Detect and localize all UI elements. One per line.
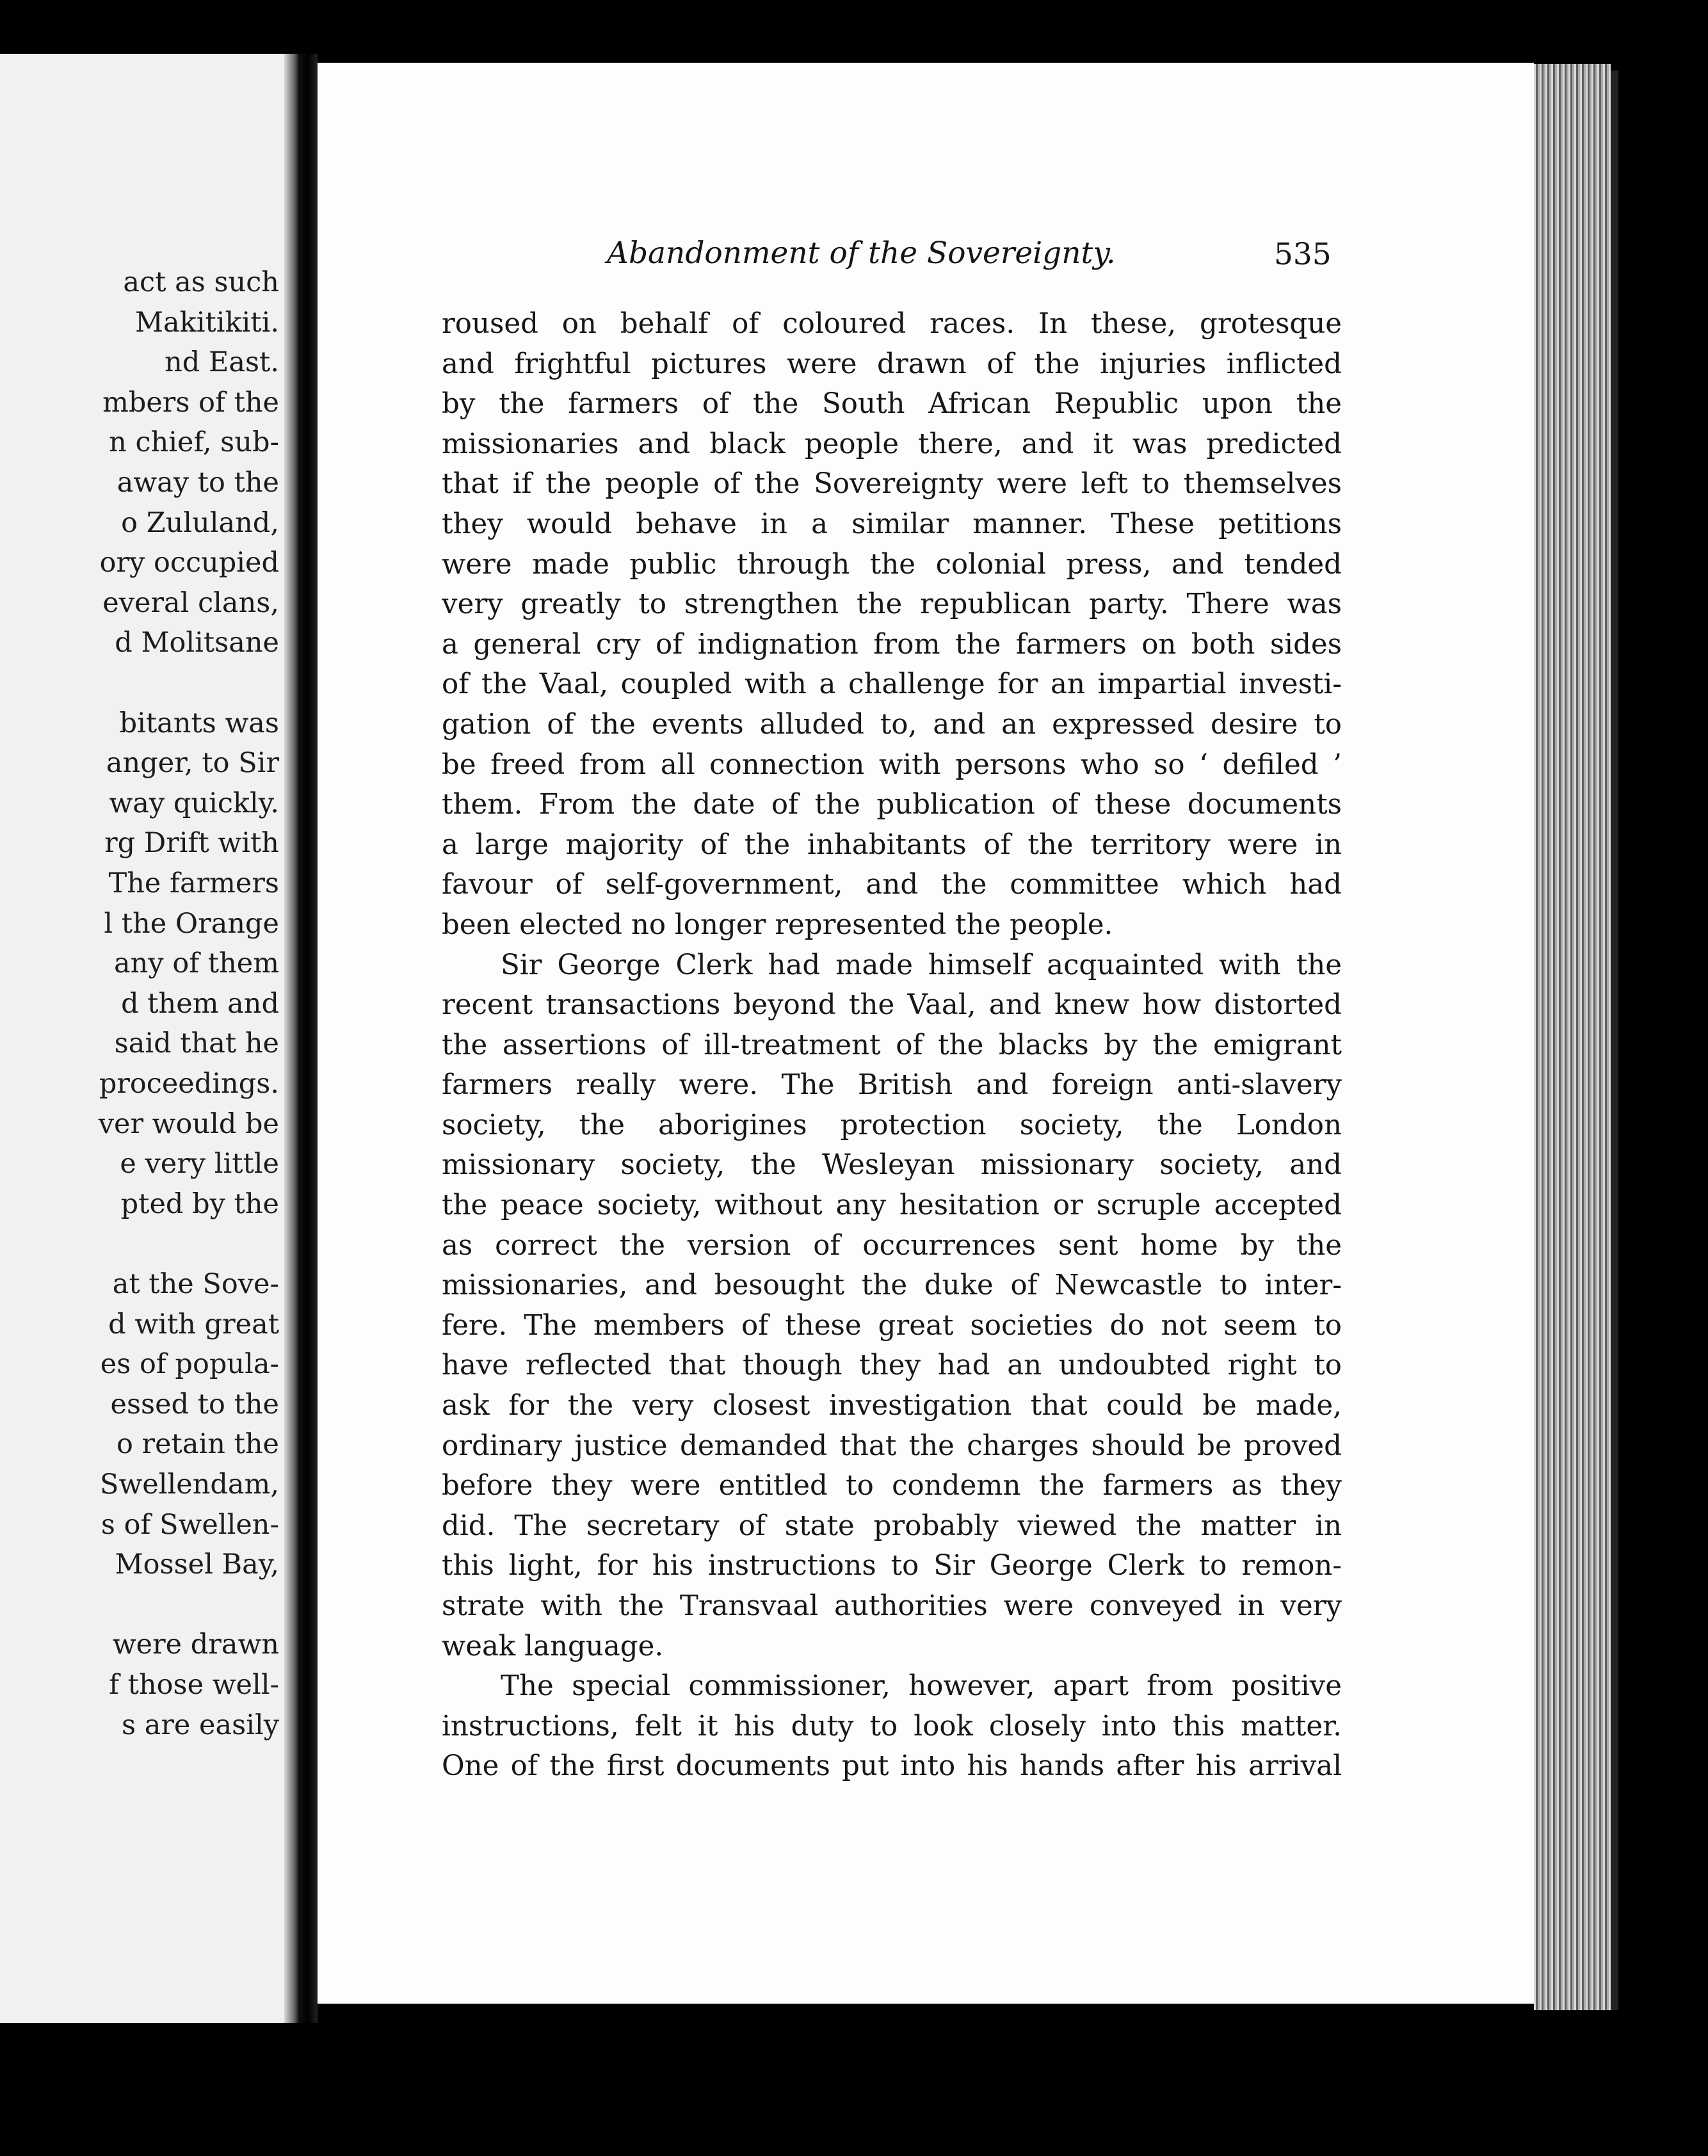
left-text-line: The farmers — [108, 867, 279, 899]
text-line: missionaries, and besought the duke of Newcastle to inter- — [442, 1269, 1342, 1302]
left-text-line: d with great — [108, 1308, 279, 1340]
text-line: by the farmers of the South African Republic upon the — [442, 388, 1342, 421]
left-text-line: f those well- — [109, 1669, 279, 1701]
text-line: society, the aborigines protection society, the London — [442, 1109, 1342, 1141]
text-line: roused on behalf of coloured races. In these, grotesque — [442, 308, 1342, 340]
text-line: very greatly to strengthen the republican party. There was — [442, 588, 1342, 621]
left-text-line: Makitikiti. — [134, 306, 279, 339]
left-text-line: o retain the — [116, 1428, 279, 1461]
left-text-line: bitants was — [119, 707, 279, 739]
text-line: they would behave in a similar manner. These petitions — [442, 508, 1342, 540]
left-text-line: any of them — [114, 947, 279, 980]
text-line: that if the people of the Sovereignty were left to themselves — [442, 468, 1342, 501]
previous-page-fragment — [0, 54, 298, 2023]
text-line: and frightful pictures were drawn of the injuries inflicted — [442, 348, 1342, 380]
text-line: The special commissioner, however, apart from positive — [501, 1670, 1342, 1703]
gutter-shadow — [284, 54, 298, 2023]
left-text-line: n chief, sub- — [109, 426, 279, 459]
text-line: missionary society, the Wesleyan missionary society, and — [442, 1149, 1342, 1182]
left-text-line: d Molitsane — [115, 627, 279, 659]
left-text-line: ory occupied — [99, 547, 279, 579]
left-text-line: Swellendam, — [100, 1468, 279, 1500]
left-text-line: everal clans, — [102, 586, 279, 619]
text-line: be freed from all connection with persons who so ‘ defiled ’ — [442, 748, 1342, 781]
text-line: this light, for his instructions to Sir George Clerk to remon- — [442, 1550, 1342, 1582]
left-text-line: Mossel Bay, — [115, 1549, 279, 1581]
left-text-line: o Zululand, — [121, 506, 279, 539]
text-line: ask for the very closest investigation that could be made, — [442, 1390, 1342, 1422]
left-text-line: s are easily — [122, 1709, 279, 1741]
left-text-line: l the Orange — [104, 907, 279, 940]
text-line: the assertions of ill-treatment of the blacks by the emigrant — [442, 1029, 1342, 1061]
left-text-line: s of Swellen- — [101, 1508, 279, 1541]
text-line: recent transactions beyond the Vaal, and knew how distorted — [442, 989, 1342, 1022]
left-text-line: mbers of the — [102, 386, 279, 419]
page-number: 535 — [1274, 237, 1332, 272]
text-line: missionaries and black people there, and it was predicted — [442, 428, 1342, 460]
text-line: weak language. — [442, 1630, 664, 1662]
book-fold — [298, 54, 318, 2023]
left-text-line: way quickly. — [109, 787, 279, 819]
text-line: as correct the version of occurrences sent home by the — [442, 1229, 1342, 1262]
page-edge-shadow — [1611, 70, 1618, 2010]
text-line: did. The secretary of state probably viewed the matter in — [442, 1509, 1342, 1542]
text-line: a general cry of indignation from the farmers on both sides — [442, 628, 1342, 661]
left-text-line: at the Sove- — [112, 1268, 279, 1300]
text-line: the peace society, without any hesitation or scruple accepted — [442, 1189, 1342, 1222]
text-line: farmers really were. The British and foreign anti-slavery — [442, 1069, 1342, 1102]
left-text-line: anger, to Sir — [106, 747, 279, 780]
left-text-line: nd East. — [165, 346, 279, 379]
text-line: fere. The members of these great societies do not seem to — [442, 1309, 1342, 1342]
page-block-edge — [1534, 64, 1611, 2010]
text-line: gation of the events alluded to, and an expressed desire to — [442, 708, 1342, 741]
text-line: of the Vaal, coupled with a challenge for an impartial investi- — [442, 668, 1342, 701]
left-text-line: es of popula- — [100, 1348, 279, 1381]
text-line: were made public through the colonial press, and tended — [442, 548, 1342, 581]
text-line: Sir George Clerk had made himself acquainted with the — [501, 949, 1342, 981]
text-line: been elected no longer represented the people. — [442, 908, 1113, 941]
text-line: instructions, felt it his duty to look closely into this matter. — [442, 1710, 1342, 1742]
left-text-line: were drawn — [112, 1629, 279, 1661]
text-line: them. From the date of the publication of these documents — [442, 789, 1342, 821]
text-line: have reflected that though they had an undoubted right to — [442, 1349, 1342, 1382]
left-text-line: act as such — [123, 266, 279, 298]
left-text-line: ver would be — [98, 1107, 279, 1140]
left-text-line: away to the — [117, 467, 279, 499]
left-text-line: essed to the — [110, 1388, 279, 1420]
left-text-line: e very little — [120, 1148, 279, 1180]
left-text-line: d them and — [121, 987, 279, 1020]
text-line: favour of self-government, and the committee which had — [442, 869, 1342, 901]
text-line: before they were entitled to condemn the farmers as they — [442, 1470, 1342, 1502]
body-text — [442, 304, 1342, 1787]
text-line: a large majority of the inhabitants of the territory were in — [442, 828, 1342, 861]
left-text-line: pted by the — [120, 1187, 279, 1220]
left-text-line: proceedings. — [99, 1068, 279, 1100]
text-line: ordinary justice demanded that the charges should be proved — [442, 1429, 1342, 1462]
left-text-line: rg Drift with — [104, 827, 279, 860]
text-line: strate with the Transvaal authorities were conveyed in very — [442, 1590, 1342, 1622]
text-line: One of the first documents put into his hands after his arrival — [442, 1750, 1342, 1783]
left-text-line: said that he — [114, 1027, 279, 1060]
running-head: Abandonment of the Sovereignty. — [607, 236, 1116, 271]
